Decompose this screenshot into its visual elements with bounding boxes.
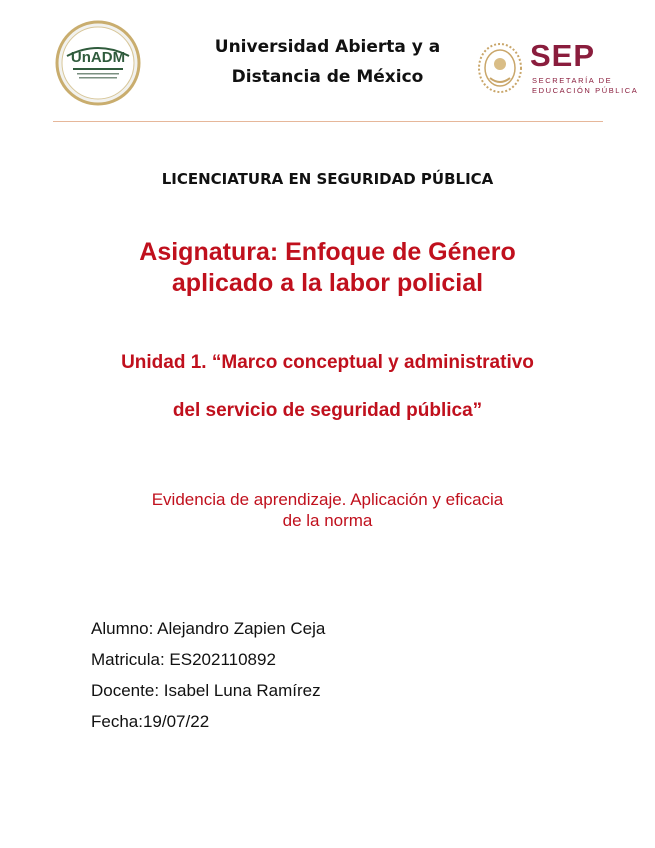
university-name-line-1: Universidad Abierta y a	[214, 37, 441, 57]
subject-title	[0, 237, 655, 299]
date: Fecha:19/07/22	[91, 712, 210, 731]
sep-subtitle-line-1: SECRETARÍA DE	[532, 76, 613, 85]
unadm-logo	[55, 20, 141, 106]
university-name	[200, 32, 455, 92]
sep-subtitle-line-2: EDUCACIÓN PÚBLICA	[532, 86, 639, 95]
enrollment-number: Matricula: ES202110892	[91, 650, 276, 669]
unit-title-line-2: del servicio de seguridad pública”	[172, 400, 483, 421]
subject-line-2: aplicado a la labor policial	[171, 269, 484, 297]
sep-logo-word: SEP	[530, 38, 596, 73]
sep-emblem-icon	[476, 40, 524, 96]
student-info	[91, 618, 325, 742]
evidence-line-2: de la norma	[282, 511, 373, 530]
unadm-logo-text: UnADM	[70, 49, 126, 66]
evidence-title	[0, 489, 655, 531]
university-name-line-2: Distancia de México	[231, 67, 424, 87]
degree-title: LICENCIATURA EN SEGURIDAD PÚBLICA	[161, 170, 494, 188]
teacher-name: Docente: Isabel Luna Ramírez	[91, 681, 321, 700]
student-name: Alumno: Alejandro Zapien Ceja	[91, 619, 326, 638]
evidence-line-1: Evidencia de aprendizaje. Aplicación y eficacia	[151, 490, 504, 509]
sep-logo-subtitle	[532, 76, 638, 96]
unit-title-line-1: Unidad 1. “Marco conceptual y administrativo	[121, 352, 534, 373]
header-divider	[53, 121, 603, 122]
subject-line-1: Asignatura: Enfoque de Género	[139, 238, 516, 266]
